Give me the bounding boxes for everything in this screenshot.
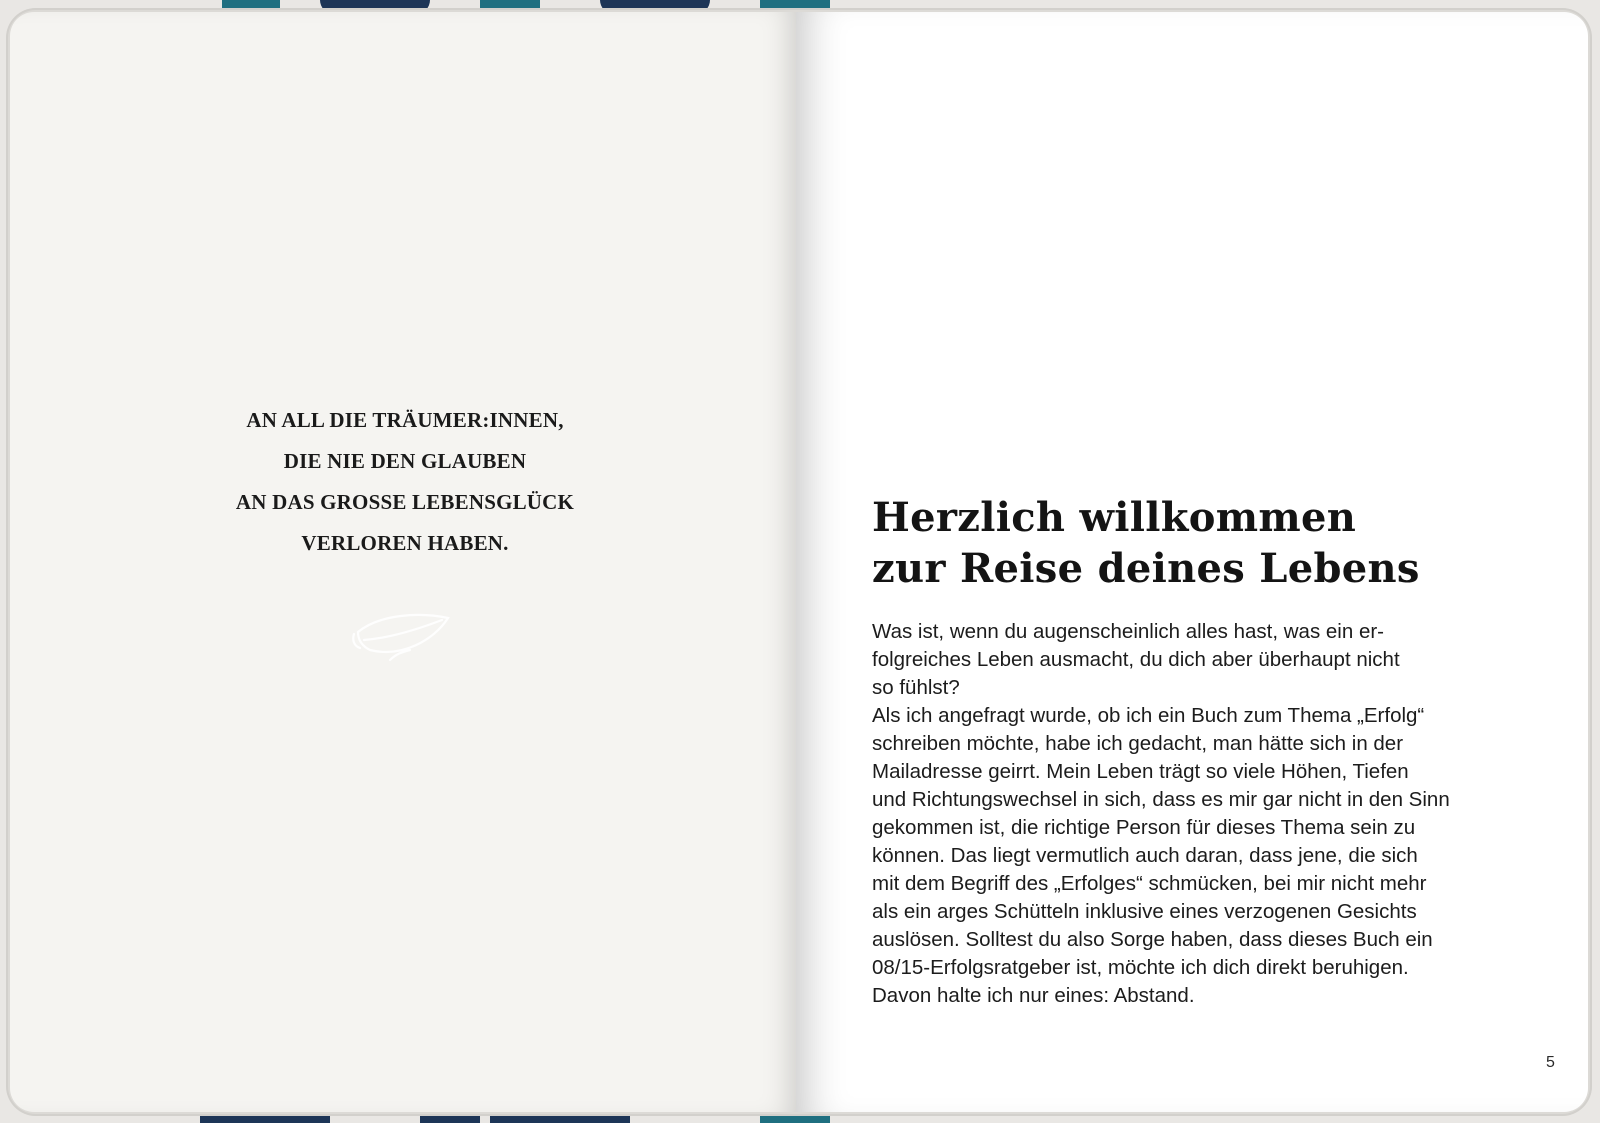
body-line: können. Das liegt vermutlich auch daran, dass jene, die sich [872,844,1418,867]
dedication-line: VERLOREN HABEN. [301,531,509,555]
dedication-line: AN DAS GROSSE LEBENSGLÜCK [235,490,575,514]
body-line: Mailadresse geirrt. Mein Leben trägt so viele Höhen, Tiefen [872,760,1409,783]
body-line: Als ich angefragt wurde, ob ich ein Buch zum Thema „Erfolg“ [872,704,1425,727]
body-line: als ein arges Schütteln inklusive eines verzogenen Gesichts [872,900,1417,923]
dedication-line: DIE NIE DEN GLAUBEN [283,449,527,473]
body-line: 08/15-Erfolgsratgeber ist, möchte ich dich direkt beruhigen. [872,956,1409,979]
page-number: 5 [1546,1054,1555,1071]
body-line: und Richtungswechsel in sich, dass es mir gar nicht in den Sinn [872,788,1450,811]
body-line: auslösen. Solltest du also Sorge haben, dass dieses Buch ein [872,928,1433,951]
headline-line: zur Reise deines Lebens [872,545,1420,592]
body-line: folgreiches Leben ausmacht, du dich aber überhaupt nicht [872,648,1400,671]
body-line: Was ist, wenn du augenscheinlich alles hast, was ein er- [872,620,1384,643]
chapter-headline [872,492,1532,594]
body-line: Davon halte ich nur eines: Abstand. [872,984,1195,1007]
dedication [10,400,800,564]
left-page [10,12,796,1112]
body-line: schreiben möchte, habe ich gedacht, man hätte sich in der [872,732,1404,755]
body-paragraph [872,618,1512,1010]
body-line: so fühlst? [872,676,960,699]
headline-line: Herzlich willkommen [872,494,1357,541]
leaf-icon [350,610,454,668]
dedication-line: AN ALL DIE TRÄUMER:INNEN, [246,408,564,432]
body-line: mit dem Begriff des „Erfolges“ schmücken, bei mir nicht mehr [872,872,1427,895]
body-line: gekommen ist, die richtige Person für dieses Thema sein zu [872,816,1416,839]
